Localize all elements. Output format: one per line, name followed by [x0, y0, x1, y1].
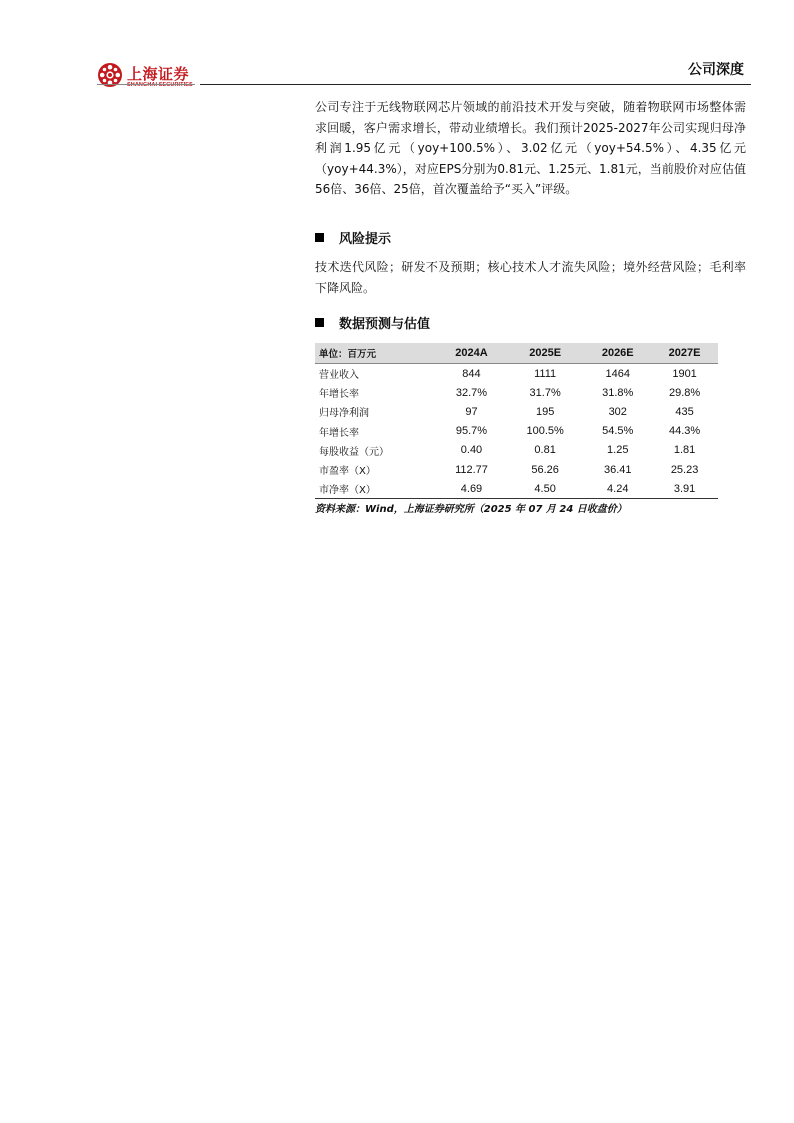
row-label: 归母净利润: [319, 408, 369, 420]
square-bullet-icon: [315, 318, 324, 327]
company-logo: [97, 62, 207, 92]
logo-text-en: SHANGHAI SECURITIES: [127, 82, 193, 88]
square-bullet-icon: [315, 233, 324, 242]
table-cell: 1111: [534, 367, 557, 380]
risk-text: 技术迭代风险；研发不及预期；核心技术人才流失风险；境外经营风险；毛利率下降风险。: [315, 260, 746, 295]
table-cell: 195: [535, 405, 555, 418]
table-row: [315, 441, 718, 460]
logo-text-cn: 上海证券: [127, 65, 190, 83]
table-cell: 54.5%: [602, 425, 634, 438]
page-header: [0, 0, 794, 96]
table-row: [315, 460, 718, 479]
table-cell: 4.24: [584, 479, 651, 499]
unit-label: 单位：百万元: [315, 343, 437, 364]
table-cell: 112.77: [455, 463, 488, 476]
table-source-note: 资料来源：Wind，上海证券研究所（2025 年 07 月 24 日收盘价）: [315, 504, 627, 515]
table-row: [315, 364, 718, 384]
row-label: 市盈率（X）: [319, 466, 376, 478]
table-cell: 32.7%: [455, 386, 488, 399]
risk-title-text: 风险提示: [339, 232, 392, 247]
row-label: 年增长率: [319, 427, 359, 439]
table-cell: 302: [608, 405, 627, 418]
table-row: [315, 422, 718, 441]
table-cell: 3.91: [651, 479, 718, 499]
table-cell: 25.23: [670, 463, 699, 476]
table-cell: 1901: [672, 367, 697, 380]
table-cell: 95.7%: [455, 425, 488, 438]
header-rule-left: [97, 84, 195, 85]
row-label: 市净率（X）: [315, 479, 437, 499]
table-cell: 100.5%: [526, 425, 564, 438]
table-row: [315, 383, 718, 402]
table-cell: 31.8%: [602, 386, 634, 399]
forecast-section-title: [315, 313, 430, 332]
table-cell: 1464: [605, 367, 630, 380]
row-label: 年增长率: [319, 389, 359, 401]
table-cell: 4.50: [506, 479, 584, 499]
table-header-row: [315, 343, 718, 364]
row-label: 营业收入: [319, 370, 359, 382]
table-cell: 97: [465, 405, 478, 418]
table-cell: 1.81: [673, 444, 696, 457]
table-cell: 31.7%: [529, 386, 561, 399]
table-cell: 435: [675, 405, 694, 418]
table-cell: 0.81: [534, 444, 556, 457]
header-rule: [200, 84, 751, 85]
table-cell: 56.26: [531, 463, 559, 476]
forecast-title-text: 数据预测与估值: [339, 317, 431, 332]
risk-section-title: [315, 228, 391, 247]
investment-summary: 公司专注于无线物联网芯片领域的前沿技术开发与突破，随着物联网市场整体需求回暖，客户需求增长，带动业绩增长。我们预计2025-2027年公司实现归母净利润1.95亿元（yoy+100.5%）、3.02亿元（yoy+54.5%）、4.35亿元（yoy+44.3%），对应EPS分别为0.81元、1.25元、1.81元，当前股价对应估值56倍、36倍、25倍，首次覆盖给予“买入”评级。: [315, 100, 746, 196]
forecast-table: [315, 343, 718, 499]
table-cell: 1.25: [607, 444, 629, 457]
summary-block: [315, 97, 746, 200]
row-label: 每股收益（元）: [319, 446, 389, 458]
table-cell: 44.3%: [668, 425, 701, 438]
year-header: 2027E: [651, 343, 718, 364]
table-cell: 4.69: [437, 479, 506, 499]
table-cell: 844: [462, 367, 481, 380]
risk-block: [315, 257, 746, 298]
table-cell: 36.41: [603, 463, 632, 476]
year-header: 2025E: [506, 343, 584, 364]
report-type-label: 公司深度: [688, 62, 744, 78]
table-row: [315, 402, 718, 421]
table-cell: 0.40: [460, 444, 483, 457]
year-header: 2026E: [584, 343, 651, 364]
table-cell: 29.8%: [668, 386, 701, 399]
table-row: [315, 479, 718, 499]
year-header: 2024A: [437, 343, 506, 364]
